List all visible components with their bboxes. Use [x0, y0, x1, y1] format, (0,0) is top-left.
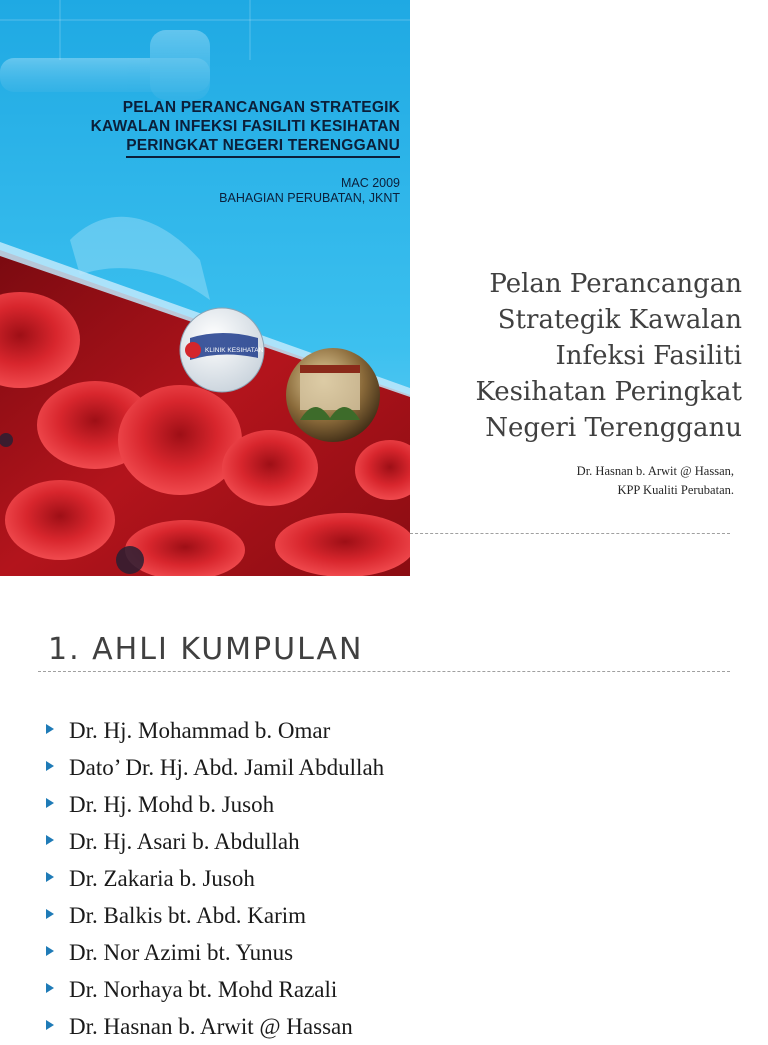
slide-title	[412, 266, 742, 446]
cover-subtitle	[219, 176, 400, 206]
divider	[410, 533, 730, 534]
member-name: Dr. Balkis bt. Abd. Karim	[69, 902, 307, 928]
member-name: Dr. Hj. Mohd b. Jusoh	[69, 791, 275, 817]
list-item	[46, 860, 384, 897]
bullet-arrow-icon	[46, 983, 54, 993]
bullet-arrow-icon	[46, 1020, 54, 1030]
cover-date: MAC 2009	[340, 176, 400, 190]
slide-title-line: Infeksi Fasiliti	[555, 341, 742, 371]
list-item	[46, 786, 384, 823]
member-name: Dato’ Dr. Hj. Abd. Jamil Abdullah	[69, 754, 385, 780]
bullet-arrow-icon	[46, 761, 54, 771]
member-name: Dr. Hasnan b. Arwit @ Hassan	[69, 1013, 353, 1039]
member-list	[46, 712, 384, 1045]
list-item	[46, 749, 384, 786]
list-item	[46, 712, 384, 749]
section-heading: 1. AHLI KUMPULAN	[48, 632, 364, 667]
bullet-arrow-icon	[46, 872, 54, 882]
author-block	[577, 462, 734, 500]
member-name: Dr. Nor Azimi bt. Yunus	[69, 939, 294, 965]
slide-title-line: Kesihatan Peringkat	[475, 377, 742, 407]
list-item	[46, 823, 384, 860]
cover-title-line: PERINGKAT NEGERI TERENGGANU	[126, 136, 400, 158]
members-slide	[0, 576, 768, 1039]
cover-title	[91, 98, 400, 158]
bullet-arrow-icon	[46, 798, 54, 808]
bullet-arrow-icon	[46, 724, 54, 734]
slide-title-line: Negeri Terengganu	[485, 413, 742, 443]
list-item	[46, 897, 384, 934]
author-name: Dr. Hasnan b. Arwit @ Hassan,	[576, 464, 734, 478]
bullet-arrow-icon	[46, 909, 54, 919]
hospital-building-sphere	[286, 348, 380, 442]
divider	[38, 671, 730, 672]
report-cover-image	[0, 0, 410, 576]
list-item	[46, 934, 384, 971]
member-name: Dr. Norhaya bt. Mohd Razali	[69, 976, 338, 1002]
cover-title-line: KAWALAN INFEKSI FASILITI KESIHATAN	[90, 118, 400, 135]
svg-text:KLINIK KESIHATAN: KLINIK KESIHATAN	[205, 347, 264, 354]
slide-title-line: Pelan Perancangan	[489, 269, 742, 299]
bullet-arrow-icon	[46, 946, 54, 956]
list-item	[46, 971, 384, 1008]
member-name: Dr. Hj. Mohammad b. Omar	[69, 717, 331, 743]
list-item	[46, 1008, 384, 1045]
clinic-sign-sphere	[180, 308, 264, 392]
cover-title-line: PELAN PERANCANGAN STRATEGIK	[122, 99, 400, 116]
member-name: Dr. Hj. Asari b. Abdullah	[69, 828, 300, 854]
author-position: KPP Kualiti Perubatan.	[617, 483, 734, 497]
cover-illustration	[0, 0, 410, 576]
cover-department: BAHAGIAN PERUBATAN, JKNT	[219, 191, 400, 205]
member-name: Dr. Zakaria b. Jusoh	[69, 865, 255, 891]
slide-title-line: Strategik Kawalan	[497, 305, 742, 335]
bullet-arrow-icon	[46, 835, 54, 845]
